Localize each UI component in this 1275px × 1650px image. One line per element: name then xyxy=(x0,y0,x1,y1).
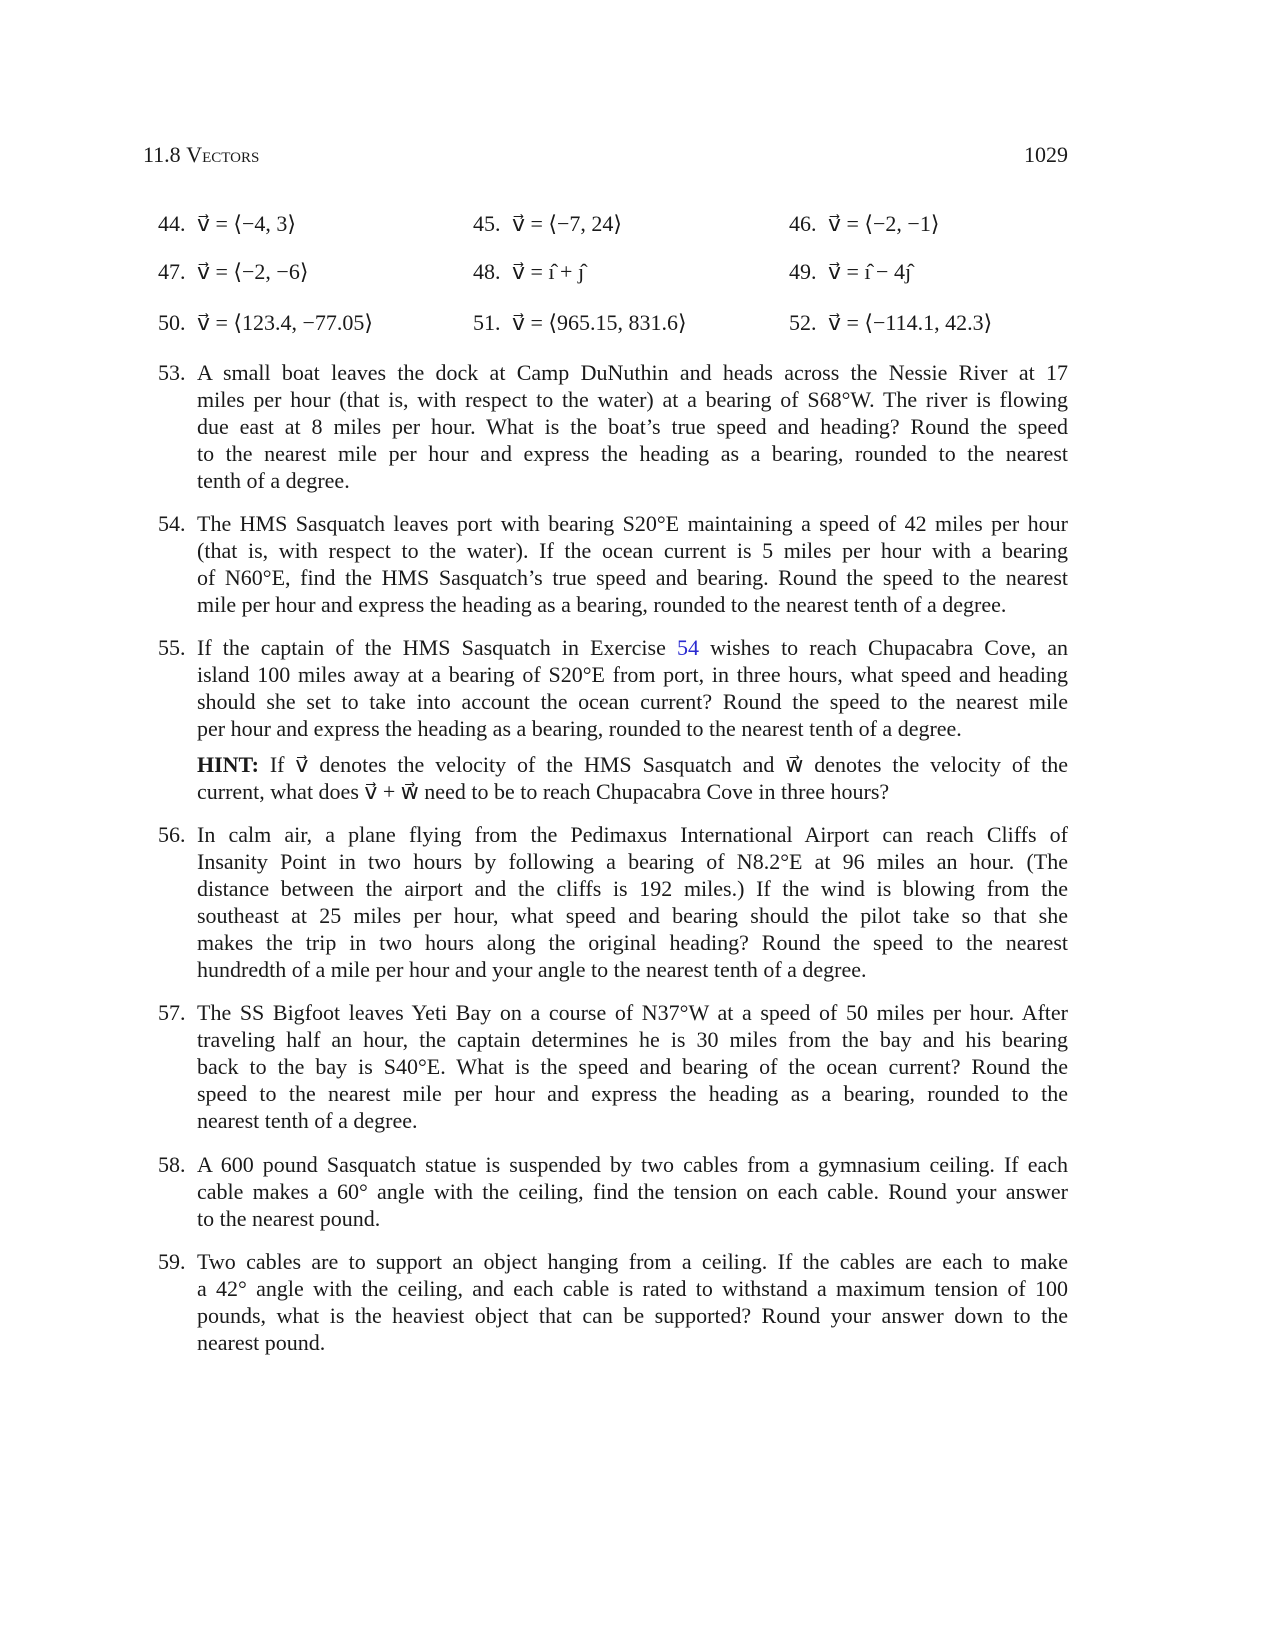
hint-label: HINT: xyxy=(197,752,259,777)
exercise-number: 44. xyxy=(158,211,186,236)
vector-expression: v⃗ = ⟨−114.1, 42.3⟩ xyxy=(828,310,993,335)
text: If the captain of the HMS Sasquatch in Exercise xyxy=(197,635,677,660)
vector-exercise xyxy=(473,258,584,286)
vector-exercise xyxy=(473,210,622,238)
vector-expression: v⃗ = ⟨123.4, −77.05⟩ xyxy=(197,310,373,335)
vector-exercise xyxy=(789,309,992,337)
section-number: 11.8 xyxy=(143,142,181,167)
vector-expression: v⃗ = ⟨−4, 3⟩ xyxy=(197,211,296,236)
exercise-number: 51. xyxy=(473,310,501,335)
exercise-number: 49. xyxy=(789,259,817,284)
text: If v⃗ denotes the velocity of the HMS Sasquatch and w⃗ denotes the velocity of the xyxy=(258,752,1068,777)
text-line: Insanity Point in two hours by following a bearing of N8.2°E at 96 miles an hour. (The xyxy=(197,849,1068,874)
text-line: mile per hour and express the heading as a bearing, rounded to the nearest tenth of a degree. xyxy=(197,592,1007,617)
section-title: Vectors xyxy=(186,142,260,167)
vector-expression: v⃗ = ı̂ + ȷ̂ xyxy=(512,259,585,284)
text-line: speed to the nearest mile per hour and express the heading as a bearing, rounded to the xyxy=(197,1081,1068,1106)
page-number: 1029 xyxy=(1024,142,1068,167)
hint-line: current, what does v⃗ + w⃗ need to be to reach Chupacabra Cove in three hours? xyxy=(197,779,890,804)
exercise-number: 59. xyxy=(158,1249,186,1274)
text-line: makes the trip in two hours along the original heading? Round the speed to the nearest xyxy=(197,930,1068,955)
text-line: A 600 pound Sasquatch statue is suspended by two cables from a gymnasium ceiling. If each xyxy=(197,1152,1068,1177)
text-line: tenth of a degree. xyxy=(197,468,350,493)
exercise-number: 48. xyxy=(473,259,501,284)
exercise-number: 50. xyxy=(158,310,186,335)
text-line: In calm air, a plane flying from the Pedimaxus International Airport can reach Cliffs of xyxy=(197,822,1068,847)
exercise-number: 52. xyxy=(789,310,817,335)
exercise-number: 56. xyxy=(158,822,186,847)
vector-exercise xyxy=(158,258,308,286)
text-line: southeast at 25 miles per hour, what speed and bearing should the pilot take so that she xyxy=(197,903,1068,928)
text-line: hundredth of a mile per hour and your angle to the nearest tenth of a degree. xyxy=(197,957,867,982)
text-line: per hour and express the heading as a bearing, rounded to the nearest tenth of a degree. xyxy=(197,716,962,741)
vector-expression: v⃗ = ⟨965.15, 831.6⟩ xyxy=(512,310,687,335)
text: wishes to reach Chupacabra Cove, an xyxy=(698,635,1069,660)
text-line: miles per hour (that is, with respect to the water) at a bearing of S68°W. The river is flowing xyxy=(197,387,1068,412)
text-line: a 42° angle with the ceiling, and each cable is rated to withstand a maximum tension of 100 xyxy=(197,1276,1068,1301)
exercise-number: 54. xyxy=(158,511,186,536)
vector-expression: v⃗ = ⟨−2, −6⟩ xyxy=(197,259,309,284)
text-line: pounds, what is the heaviest object that can be supported? Round your answer down to the xyxy=(197,1303,1068,1328)
running-header xyxy=(143,142,259,168)
text-line: back to the bay is S40°E. What is the speed and bearing of the ocean current? Round the xyxy=(197,1054,1068,1079)
text-line: (that is, with respect to the water). If the ocean current is 5 miles per hour with a bearing xyxy=(197,538,1068,563)
vector-exercise xyxy=(158,210,296,238)
text-line: island 100 miles away at a bearing of S20°E from port, in three hours, what speed and heading xyxy=(197,662,1068,687)
exercise-number: 58. xyxy=(158,1152,186,1177)
text-line: to the nearest mile per hour and express the heading as a bearing, rounded to the nearest xyxy=(197,441,1068,466)
text-line: cable makes a 60° angle with the ceiling, find the tension on each cable. Round your answer xyxy=(197,1179,1068,1204)
exercise-number: 57. xyxy=(158,1000,186,1025)
vector-exercise xyxy=(789,210,939,238)
text-line: The SS Bigfoot leaves Yeti Bay on a course of N37°W at a speed of 50 miles per hour. After xyxy=(197,1000,1068,1025)
text-line: Two cables are to support an object hanging from a ceiling. If the cables are each to make xyxy=(197,1249,1068,1274)
exercise-number: 45. xyxy=(473,211,501,236)
exercise-number: 46. xyxy=(789,211,817,236)
exercise-number: 53. xyxy=(158,360,186,385)
exercise-link[interactable]: 54 xyxy=(676,635,699,660)
exercise-number: 55. xyxy=(158,635,186,660)
text-line: distance between the airport and the cliffs is 192 miles.) If the wind is blowing from the xyxy=(197,876,1068,901)
text-line xyxy=(197,634,1068,661)
text-line: to the nearest pound. xyxy=(197,1206,381,1231)
hint-line xyxy=(197,751,1068,778)
exercise-number: 47. xyxy=(158,259,186,284)
vector-exercise xyxy=(473,309,687,337)
vector-exercise xyxy=(158,309,373,337)
vector-expression: v⃗ = ⟨−2, −1⟩ xyxy=(828,211,940,236)
vector-exercise xyxy=(789,258,911,286)
vector-expression: v⃗ = ⟨−7, 24⟩ xyxy=(512,211,622,236)
text-line: traveling half an hour, the captain determines he is 30 miles from the bay and his bearing xyxy=(197,1027,1068,1052)
text-line: A small boat leaves the dock at Camp DuNuthin and heads across the Nessie River at 17 xyxy=(197,360,1068,385)
text-line: nearest tenth of a degree. xyxy=(197,1108,418,1133)
text-line: The HMS Sasquatch leaves port with bearing S20°E maintaining a speed of 42 miles per hour xyxy=(197,511,1068,536)
text-line: should she set to take into account the ocean current? Round the speed to the nearest mile xyxy=(197,689,1068,714)
text-line: of N60°E, find the HMS Sasquatch’s true speed and bearing. Round the speed to the nearest xyxy=(197,565,1068,590)
vector-expression: v⃗ = ı̂ − 4ȷ̂ xyxy=(828,259,912,284)
text-line: nearest pound. xyxy=(197,1330,326,1355)
text-line: due east at 8 miles per hour. What is the boat’s true speed and heading? Round the speed xyxy=(197,414,1068,439)
